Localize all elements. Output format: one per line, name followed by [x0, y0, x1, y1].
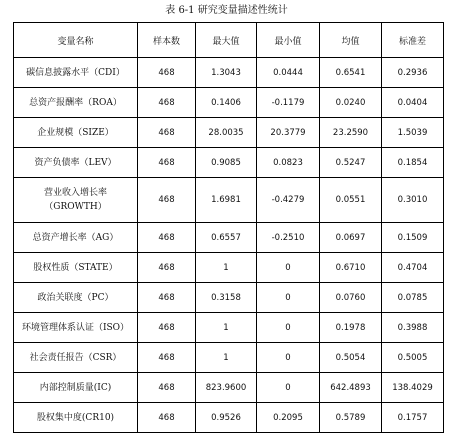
max-cell: 823.9600 [196, 373, 257, 403]
std-dev-cell: 0.0404 [382, 88, 444, 118]
min-cell: 0 [257, 343, 320, 373]
std-dev-cell: 1.5039 [382, 118, 444, 148]
variable-name-text: 资产负债率（LEV） [34, 157, 117, 168]
column-header-min: 最小值 [257, 23, 320, 58]
variable-name-cell [14, 343, 138, 373]
descriptive-statistics-table [13, 22, 444, 433]
mean-cell: 0.1978 [320, 313, 382, 343]
column-header-mean: 均值 [320, 23, 382, 58]
variable-name-cell [14, 373, 138, 403]
variable-name-cell [14, 253, 138, 283]
table-row [14, 283, 444, 313]
table-row [14, 58, 444, 88]
std-dev-cell: 0.3988 [382, 313, 444, 343]
max-cell: 1.3043 [196, 58, 257, 88]
min-cell: 0 [257, 253, 320, 283]
min-cell: 0.0444 [257, 58, 320, 88]
max-cell: 0.6557 [196, 223, 257, 253]
sample-size-cell: 468 [138, 118, 196, 148]
variable-name-cell [14, 118, 138, 148]
min-cell: 0 [257, 313, 320, 343]
variable-name-text: 总资产报酬率（ROA） [29, 97, 122, 108]
sample-size-cell: 468 [138, 253, 196, 283]
std-dev-cell: 0.3010 [382, 178, 444, 223]
min-cell: 0.0823 [257, 148, 320, 178]
sample-size-cell: 468 [138, 88, 196, 118]
std-dev-cell: 0.5005 [382, 343, 444, 373]
min-cell: 20.3779 [257, 118, 320, 148]
table-body [14, 58, 444, 433]
table-row [14, 178, 444, 223]
sample-size-cell: 468 [138, 343, 196, 373]
max-cell: 1 [196, 253, 257, 283]
max-cell: 1 [196, 313, 257, 343]
sample-size-cell: 468 [138, 58, 196, 88]
variable-name-cell [14, 88, 138, 118]
variable-name-text: 环境管理体系认证（ISO） [21, 322, 130, 333]
table-row [14, 223, 444, 253]
std-dev-cell: 138.4029 [382, 373, 444, 403]
variable-name-cell [14, 223, 138, 253]
max-cell: 0.9085 [196, 148, 257, 178]
min-cell: 0 [257, 373, 320, 403]
table-caption: 表 6-1 研究变量描述性统计 [165, 5, 288, 16]
mean-cell: 0.0760 [320, 283, 382, 313]
std-dev-cell: 0.0785 [382, 283, 444, 313]
max-cell: 1.6981 [196, 178, 257, 223]
variable-name-text: （GROWTH） [44, 202, 107, 212]
variable-name-text: 碳信息披露水平（CDI） [26, 67, 125, 78]
sample-size-cell: 468 [138, 223, 196, 253]
table-row [14, 343, 444, 373]
table-row [14, 118, 444, 148]
variable-name-text: 总资产增长率（AG） [32, 232, 119, 243]
column-header-max: 最大值 [196, 23, 257, 58]
column-header-variable: 变量名称 [14, 23, 138, 58]
max-cell: 0.1406 [196, 88, 257, 118]
table-row [14, 403, 444, 433]
table-row [14, 253, 444, 283]
table-row [14, 373, 444, 403]
mean-cell: 0.5247 [320, 148, 382, 178]
sample-size-cell: 468 [138, 373, 196, 403]
table-header-row [14, 23, 444, 58]
mean-cell: 0.6541 [320, 58, 382, 88]
table-row [14, 148, 444, 178]
variable-name-text: 股权性质（STATE） [33, 262, 118, 273]
variable-name-text: 内部控制质量(IC) [39, 382, 112, 393]
min-cell: 0 [257, 283, 320, 313]
max-cell: 1 [196, 343, 257, 373]
column-header-std-dev: 标准差 [382, 23, 444, 58]
mean-cell: 0.5054 [320, 343, 382, 373]
std-dev-cell: 0.4704 [382, 253, 444, 283]
variable-name-text: 企业规模（SIZE） [37, 127, 114, 138]
std-dev-cell: 0.1509 [382, 223, 444, 253]
variable-name-text: 股权集中度(CR10) [36, 412, 115, 423]
sample-size-cell: 468 [138, 403, 196, 433]
std-dev-cell: 0.1757 [382, 403, 444, 433]
min-cell: 0.2095 [257, 403, 320, 433]
mean-cell: 23.2590 [320, 118, 382, 148]
max-cell: 0.9526 [196, 403, 257, 433]
mean-cell: 0.6710 [320, 253, 382, 283]
sample-size-cell: 468 [138, 313, 196, 343]
mean-cell: 0.5789 [320, 403, 382, 433]
std-dev-cell: 0.2936 [382, 58, 444, 88]
mean-cell: 0.0240 [320, 88, 382, 118]
variable-name-cell [14, 313, 138, 343]
max-cell: 28.0035 [196, 118, 257, 148]
column-header-sample-size: 样本数 [138, 23, 196, 58]
variable-name-cell [14, 178, 138, 223]
mean-cell: 0.0697 [320, 223, 382, 253]
min-cell: -0.4279 [257, 178, 320, 223]
variable-name-text: 营业收入增长率 [43, 188, 107, 198]
variable-name-cell [14, 58, 138, 88]
max-cell: 0.3158 [196, 283, 257, 313]
sample-size-cell: 468 [138, 148, 196, 178]
mean-cell: 642.4893 [320, 373, 382, 403]
table-row [14, 88, 444, 118]
variable-name-text: 政治关联度（PC） [37, 292, 114, 303]
table-row [14, 313, 444, 343]
std-dev-cell: 0.1854 [382, 148, 444, 178]
mean-cell: 0.0551 [320, 178, 382, 223]
min-cell: -0.2510 [257, 223, 320, 253]
variable-name-text: 社会责任报告（CSR） [29, 352, 122, 363]
sample-size-cell: 468 [138, 283, 196, 313]
sample-size-cell: 468 [138, 178, 196, 223]
variable-name-cell [14, 283, 138, 313]
variable-name-cell [14, 148, 138, 178]
variable-name-cell [14, 403, 138, 433]
min-cell: -0.1179 [257, 88, 320, 118]
